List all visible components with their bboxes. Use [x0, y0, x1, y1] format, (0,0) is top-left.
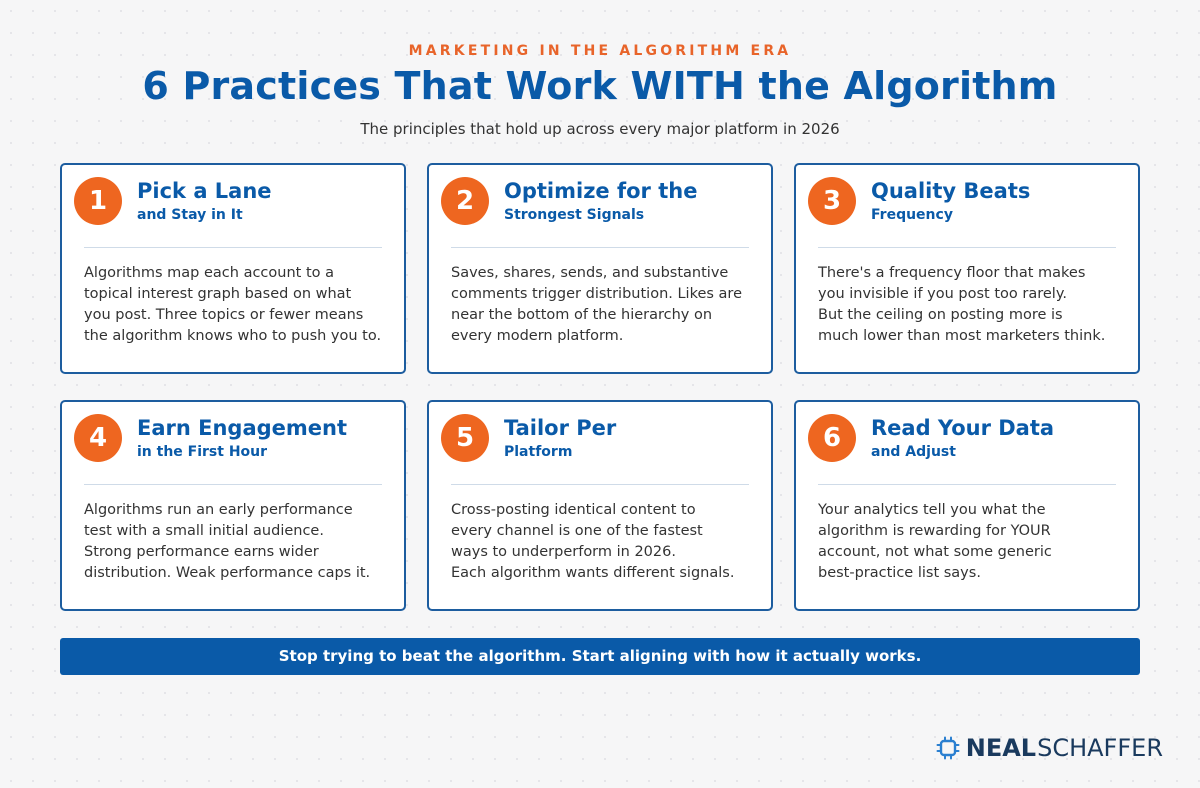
body-line: every channel is one of the fastest [451, 523, 703, 539]
brand-logo[interactable] [936, 733, 1163, 763]
body-line: you invisible if you post too rarely. [818, 286, 1067, 302]
body-line: Algorithms map each account to a [84, 265, 335, 281]
chip-logo-icon [936, 736, 960, 760]
practice-card-2 [427, 163, 773, 374]
practices-grid [60, 163, 1140, 611]
eyebrow-label: MARKETING IN THE ALGORITHM ERA [408, 43, 792, 59]
body-line: There's a frequency floor that makes [818, 265, 1086, 281]
card-title: Pick a Lane [137, 179, 272, 203]
card-subtitle: Strongest Signals [504, 207, 645, 223]
body-line: algorithm is rewarding for YOUR [818, 523, 1051, 539]
body-line: every modern platform. [451, 328, 624, 344]
number-badge: 6 [808, 414, 856, 462]
number-badge: 2 [441, 177, 489, 225]
card-divider [451, 484, 749, 485]
body-line: ways to underperform in 2026. [451, 544, 676, 560]
body-line: much lower than most marketers think. [818, 328, 1106, 344]
card-subtitle: Platform [504, 444, 573, 460]
body-line: account, not what some generic [818, 544, 1052, 560]
page-subtitle: The principles that hold up across every major platform in 2026 [360, 120, 840, 138]
practice-card-4 [60, 400, 406, 611]
number-badge: 4 [74, 414, 122, 462]
number-badge: 5 [441, 414, 489, 462]
brand-name-light: SCHAFFER [1037, 734, 1163, 762]
card-body [818, 263, 1128, 347]
card-divider [84, 484, 382, 485]
practice-card-1 [60, 163, 406, 374]
card-subtitle: and Stay in It [137, 207, 243, 223]
practice-card-6 [794, 400, 1140, 611]
card-divider [818, 484, 1116, 485]
card-divider [84, 247, 382, 248]
body-line: near the bottom of the hierarchy on [451, 307, 713, 323]
card-subtitle: Frequency [871, 207, 953, 223]
body-line: Your analytics tell you what the [818, 502, 1046, 518]
card-divider [451, 247, 749, 248]
practice-card-3 [794, 163, 1140, 374]
practice-card-5 [427, 400, 773, 611]
card-body [84, 263, 394, 347]
card-body [451, 500, 761, 584]
card-title: Quality Beats [871, 179, 1031, 203]
card-body [451, 263, 761, 347]
card-body [818, 500, 1128, 584]
body-line: Saves, shares, sends, and substantive [451, 265, 729, 281]
brand-name-bold: NEAL [965, 734, 1037, 762]
card-subtitle: and Adjust [871, 444, 956, 460]
body-line: best-practice list says. [818, 565, 981, 581]
closing-banner: Stop trying to beat the algorithm. Start aligning with how it actually works. [60, 638, 1140, 675]
card-divider [818, 247, 1116, 248]
body-line: you post. Three topics or fewer means [84, 307, 364, 323]
body-line: Algorithms run an early performance [84, 502, 353, 518]
card-title: Earn Engagement [137, 416, 348, 440]
number-badge: 1 [74, 177, 122, 225]
body-line: comments trigger distribution. Likes are [451, 286, 742, 302]
card-title: Optimize for the [504, 179, 698, 203]
card-body [84, 500, 394, 584]
card-subtitle: in the First Hour [137, 444, 268, 460]
body-line: Each algorithm wants different signals. [451, 565, 735, 581]
number-badge: 3 [808, 177, 856, 225]
body-line: But the ceiling on posting more is [818, 307, 1063, 323]
body-line: topical interest graph based on what [84, 286, 352, 302]
body-line: distribution. Weak performance caps it. [84, 565, 371, 581]
page-title: 6 Practices That Work WITH the Algorithm [142, 64, 1058, 108]
body-line: test with a small initial audience. [84, 523, 324, 539]
card-title: Tailor Per [504, 416, 617, 440]
body-line: the algorithm knows who to push you to. [84, 328, 382, 344]
body-line: Strong performance earns wider [84, 544, 319, 560]
body-line: Cross-posting identical content to [451, 502, 696, 518]
card-title: Read Your Data [871, 416, 1055, 440]
